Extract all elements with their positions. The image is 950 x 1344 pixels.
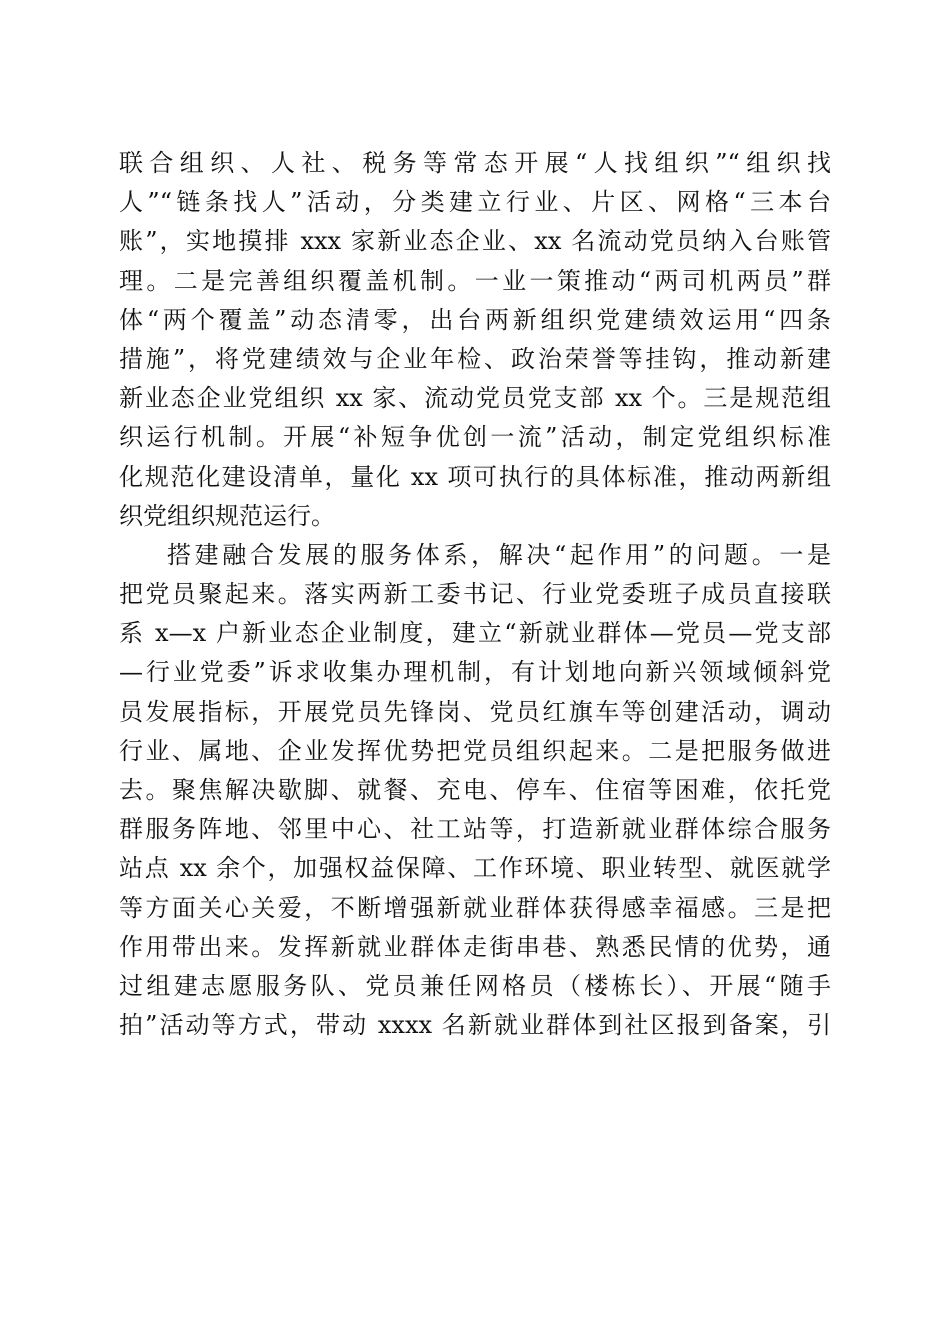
text-line: 新业态企业党组织 xx 家、流动党员党支部 xx 个。三是规范组 [119,384,831,413]
paragraph-1 [119,144,831,536]
text-line: 去。聚焦解决歇脚、就餐、充电、停车、住宿等困难，依托党 [119,776,831,804]
text-line: 把党员聚起来。落实两新工委书记、行业党委班子成员直接联 [119,580,831,609]
text-line: 拍”活动等方式，带动 xxxx 名新就业群体到社区报到备案，引 [119,1011,831,1040]
text-line: 人”“链条找人”活动，分类建立行业、片区、网格“三本台 [119,188,831,217]
text-line: 员发展指标，开展党员先锋岗、党员红旗车等创建活动，调动 [119,697,831,726]
text-line: 联合组织、人社、税务等常态开展“人找组织”“组织找 [119,149,831,177]
text-line: 账”，实地摸排 xxx 家新业态企业、xx 名流动党员纳入台账管 [119,227,831,256]
document-body [119,144,831,1045]
paragraph-2 [119,536,831,1045]
text-line: 过组建志愿服务队、党员兼任网格员（楼栋长）、开展“随手 [119,971,831,1000]
text-line: 织运行机制。开展“补短争优创一流”活动，制定党组织标准 [119,423,831,452]
text-line: 措施”，将党建绩效与企业年检、政治荣誉等挂钩，推动新建 [119,344,831,373]
text-line: 站点 xx 余个，加强权益保障、工作环境、职业转型、就医就学 [119,854,831,883]
text-line: 搭建融合发展的服务体系，解决“起作用”的问题。一是 [167,540,831,569]
text-line: 行业、属地、企业发挥优势把党员组织起来。二是把服务做进 [119,736,831,765]
text-line: 化规范化建设清单，量化 xx 项可执行的具体标准，推动两新组 [119,462,831,491]
text-line: 织党组织规范运行。 [119,501,335,530]
text-line: 作用带出来。发挥新就业群体走街串巷、熟悉民情的优势，通 [119,932,831,961]
text-line: 群服务阵地、邻里中心、社工站等，打造新就业群体综合服务 [119,815,831,844]
text-line: 系 x—x 户新业态企业制度，建立“新就业群体—党员—党支部 [119,619,831,648]
text-line: 体“两个覆盖”动态清零，出台两新组织党建绩效运用“四条 [119,305,831,334]
text-line: 等方面关心关爱，不断增强新就业群体获得感幸福感。三是把 [119,893,831,922]
text-line: 理。二是完善组织覆盖机制。一业一策推动“两司机两员”群 [119,266,831,295]
text-line: —行业党委”诉求收集办理机制，有计划地向新兴领域倾斜党 [119,658,831,687]
